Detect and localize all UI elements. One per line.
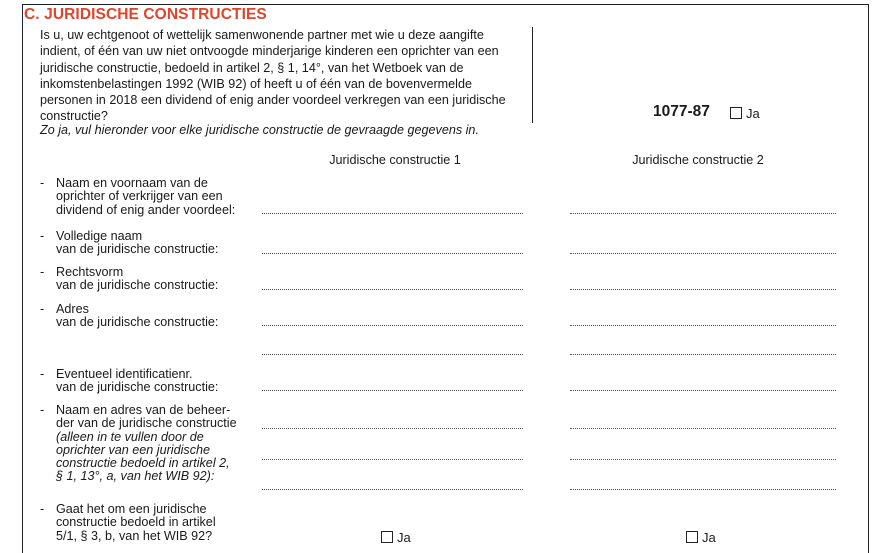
input-founder-1[interactable] [262, 213, 523, 214]
checkbox-box[interactable] [730, 107, 742, 119]
field-code: 1077-87 [653, 103, 710, 120]
field-label-manager: - Naam en adres van de beheer- der van de juridische constructie (alleen in te vullen door de oprichter van een juridische constructie bedoeld in artikel 2, § 1, 13°, a, van het WIB 92): [40, 403, 237, 484]
field-label-article: - Gaat het om een juridische constructie bedoeld in artikel 5/1, § 3, b, van het WIB 92? [40, 502, 216, 543]
input-founder-2[interactable] [570, 213, 836, 214]
divider [532, 27, 533, 123]
column-header-2: Juridische constructie 2 [632, 153, 764, 167]
input-manager-1a[interactable] [262, 428, 523, 429]
input-address-1b[interactable] [262, 354, 523, 355]
input-address-1a[interactable] [262, 325, 523, 326]
input-address-2a[interactable] [570, 325, 836, 326]
input-legal-form-1[interactable] [262, 289, 523, 290]
instruction-text: Zo ja, vul hieronder voor elke juridische constructie de gevraagde gegevens in. [40, 123, 479, 137]
input-manager-2a[interactable] [570, 428, 836, 429]
ja-checkbox-col1[interactable] [381, 530, 411, 545]
field-label-legal-form: - Rechtsvorm van de juridische constructie: [40, 265, 219, 293]
column-header-1: Juridische constructie 1 [329, 153, 461, 167]
checkbox-box[interactable] [381, 531, 393, 543]
input-manager-2b[interactable] [570, 459, 836, 460]
field-label-address: - Adres van de juridische constructie: [40, 302, 219, 330]
ja-checkbox-main[interactable] [730, 106, 760, 121]
ja-label: Ja [746, 106, 760, 121]
input-manager-1c[interactable] [262, 489, 523, 490]
input-legal-form-2[interactable] [570, 289, 836, 290]
field-label-id-number: - Eventueel identificatienr. van de juridische constructie: [40, 367, 219, 395]
section-title: C. JURIDISCHE CONSTRUCTIES [24, 6, 267, 23]
field-label-founder: - Naam en voornaam van de oprichter of verkrijger van een dividend of enig ander voordeel: [40, 176, 236, 217]
input-fullname-2[interactable] [570, 253, 836, 254]
ja-label: Ja [702, 530, 716, 545]
checkbox-box[interactable] [686, 531, 698, 543]
ja-label: Ja [397, 530, 411, 545]
input-id-number-2[interactable] [570, 390, 836, 391]
question-text: Is u, uw echtgenoot of wettelijk samenwonende partner met wie u deze aangifte indient, of één van uw niet ontvoogde minderjarige kinderen een oprichter van een juridische constructie, bedoeld in artikel 2, § 1, 14°, van het Wetboek van de inkomstenbelastingen 1992 (WIB 92) of heeft u of één van de bovenvermelde personen in 2018 een dividend of enig ander voordeel verkregen van een juridische constructie? [40, 28, 506, 124]
field-label-fullname: - Volledige naam van de juridische constructie: [40, 229, 219, 257]
input-address-2b[interactable] [570, 354, 836, 355]
input-manager-1b[interactable] [262, 459, 523, 460]
input-fullname-1[interactable] [262, 253, 523, 254]
input-manager-2c[interactable] [570, 489, 836, 490]
input-id-number-1[interactable] [262, 390, 523, 391]
ja-checkbox-col2[interactable] [686, 530, 716, 545]
